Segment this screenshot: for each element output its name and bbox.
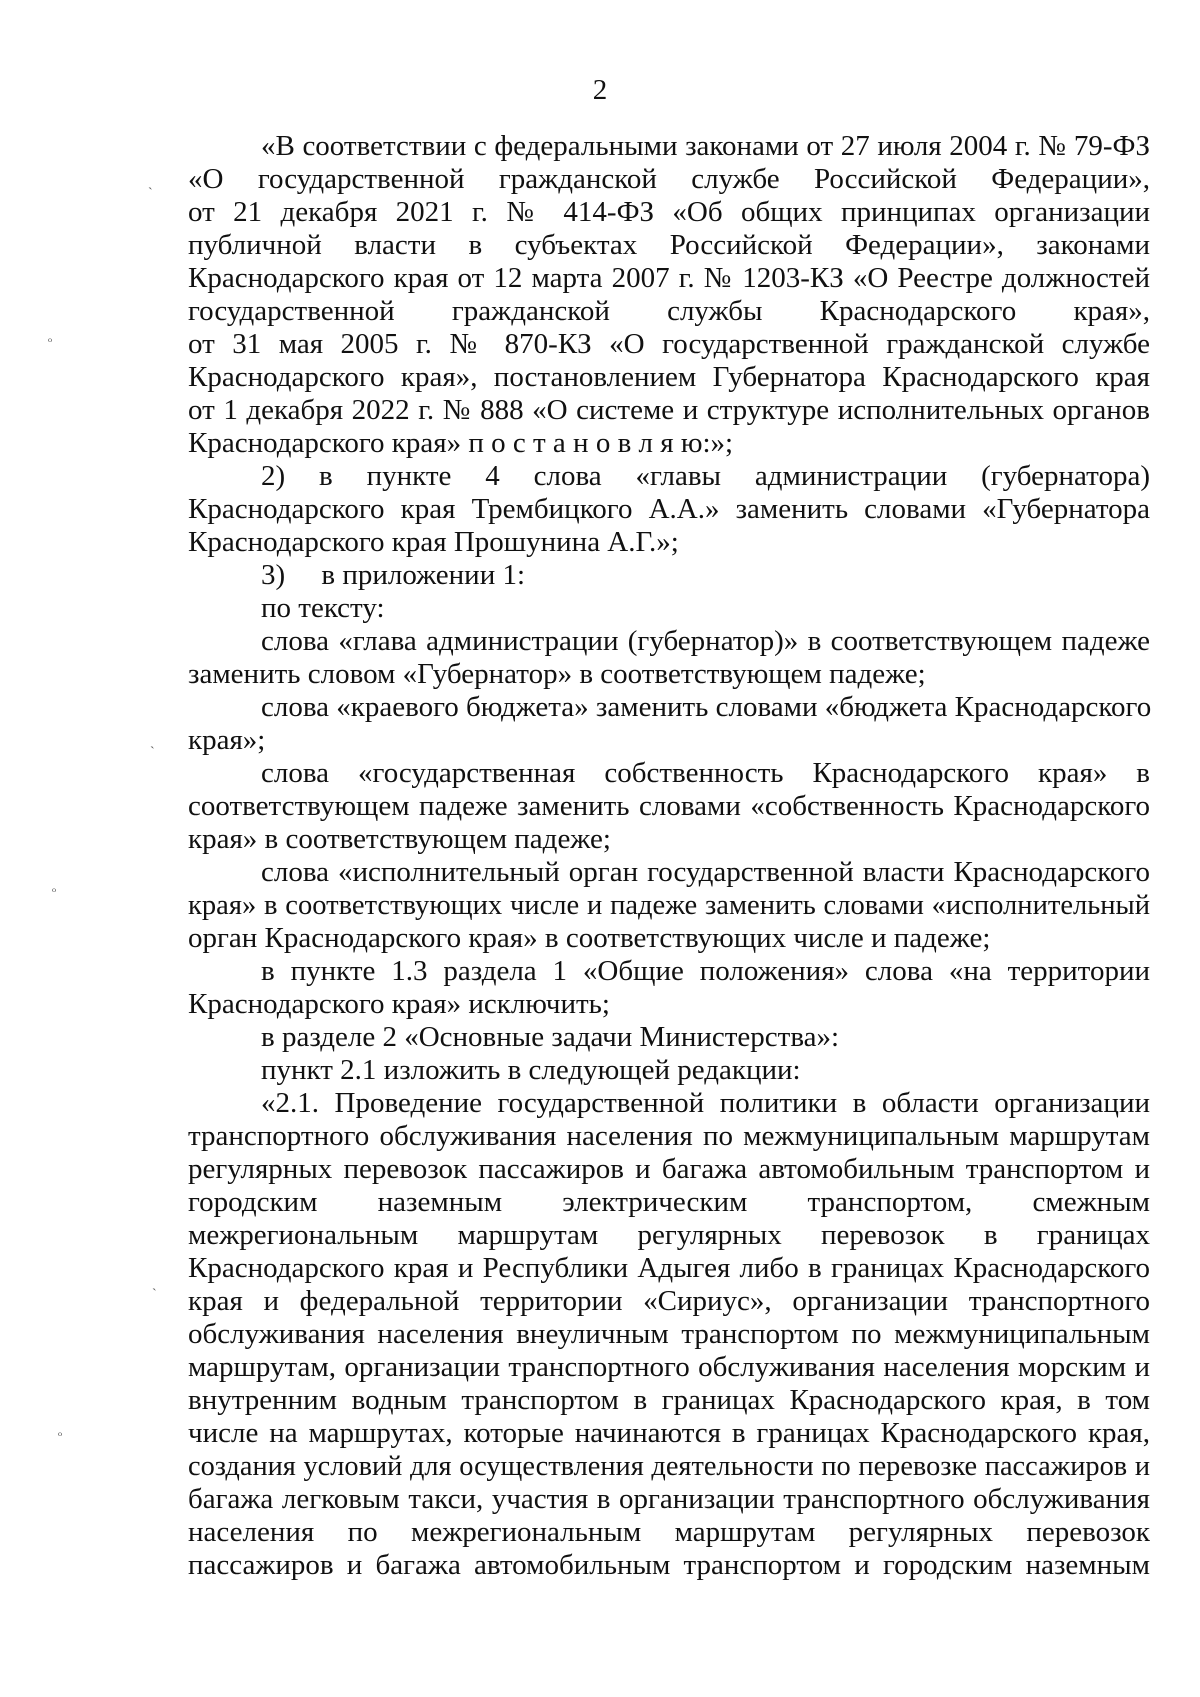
text-line: Краснодарского края от 12 марта 2007 г. № 1203-КЗ «О Реестре должностей: [188, 262, 1150, 294]
text-line: багажа легковым такси, участия в организации транспортного обслуживания: [188, 1483, 1150, 1515]
scan-speck: `: [150, 745, 155, 760]
text-line: слова «государственная собственность Краснодарского края» в: [261, 757, 1150, 789]
scan-speck: ₒ: [48, 330, 53, 345]
text-line: Краснодарского края Трембицкого А.А.» заменить словами «Губернатора: [188, 493, 1150, 525]
text-line: заменить словом «Губернатор» в соответствующем падеже;: [188, 658, 926, 690]
text-line: по тексту:: [261, 592, 385, 624]
text-line: слова «исполнительный орган государственной власти Краснодарского: [261, 856, 1150, 888]
text-line: края» в соответствующих числе и падеже заменить словами «исполнительный: [188, 890, 1150, 921]
text-line: в пункте 1.3 раздела 1 «Общие положения» слова «на территории: [261, 955, 1150, 987]
text-line: орган Краснодарского края» в соответствующих числе и падеже;: [188, 922, 991, 954]
text-line: слова «краевого бюджета» заменить словами «бюджета Краснодарского: [261, 691, 1152, 723]
text-line: края»;: [188, 724, 266, 756]
document-body: [188, 130, 1150, 1582]
text-line: числе на маршрутах, которые начинаются в границах Краснодарского края,: [188, 1417, 1150, 1449]
text-line: Краснодарского края» исключить;: [188, 988, 610, 1020]
scan-speck: `: [152, 1287, 157, 1302]
text-line: пассажиров и багажа автомобильным транспортом и городским наземным: [188, 1549, 1150, 1581]
text-line: от 21 декабря 2021 г. № 414-ФЗ «Об общих принципах организации: [188, 196, 1150, 228]
text-line: регулярных перевозок пассажиров и багажа автомобильным транспортом и: [188, 1153, 1150, 1185]
text-line: «О государственной гражданской службе Российской Федерации»,: [188, 163, 1150, 195]
text-line: Краснодарского края Прошунина А.Г.»;: [188, 526, 679, 558]
text-line: «2.1. Проведение государственной политики в области организации: [261, 1087, 1150, 1119]
text-line: «В соответствии с федеральными законами от 27 июля 2004 г. № 79-ФЗ: [261, 130, 1150, 162]
text-line: в разделе 2 «Основные задачи Министерства»:: [261, 1021, 840, 1053]
text-line: маршрутам, организации транспортного обслуживания населения морским и: [188, 1351, 1150, 1383]
text-line: пункт 2.1 изложить в следующей редакции:: [261, 1054, 801, 1086]
text-line: от 1 декабря 2022 г. № 888 «О системе и структуре исполнительных органов: [188, 394, 1150, 426]
text-line: соответствующем падеже заменить словами «собственность Краснодарского: [188, 790, 1150, 822]
text-line: внутренним водным транспортом в границах Краснодарского края, в том: [188, 1384, 1150, 1416]
text-line: Краснодарского края» п о с т а н о в л я ю:»;: [188, 427, 734, 459]
page-number: 2: [592, 74, 608, 106]
text-line: населения по межрегиональным маршрутам регулярных перевозок: [188, 1516, 1150, 1548]
text-line: края» в соответствующем падеже;: [188, 823, 611, 855]
text-line: от 31 мая 2005 г. № 870-КЗ «О государственной гражданской службе: [188, 328, 1150, 360]
scan-speck: ₒ: [52, 880, 57, 895]
text-line: межрегиональным маршрутам регулярных перевозок в границах: [188, 1219, 1150, 1251]
text-line: городским наземным электрическим транспортом, смежным: [188, 1186, 1150, 1218]
scan-speck: `: [148, 186, 153, 201]
text-line: транспортного обслуживания населения по межмуниципальным маршрутам: [188, 1120, 1150, 1152]
text-line: Краснодарского края», постановлением Губернатора Краснодарского края: [188, 361, 1150, 393]
text-line: создания условий для осуществления деятельности по перевозке пассажиров и: [188, 1451, 1150, 1482]
scan-speck: ₒ: [58, 1424, 63, 1439]
text-line: 3) в приложении 1:: [261, 559, 526, 591]
text-line: обслуживания населения внеуличным транспортом по межмуниципальным: [188, 1318, 1150, 1350]
text-line: государственной гражданской службы Краснодарского края»,: [188, 295, 1150, 327]
text-line: публичной власти в субъектах Российской Федерации», законами: [188, 229, 1150, 261]
text-line: Краснодарского края и Республики Адыгея либо в границах Краснодарского: [188, 1252, 1150, 1284]
text-line: 2) в пункте 4 слова «главы администрации (губернатора): [261, 460, 1150, 492]
text-line: края и федеральной территории «Сириус», организации транспортного: [188, 1285, 1150, 1317]
text-line: слова «глава администрации (губернатор)» в соответствующем падеже: [261, 625, 1150, 657]
